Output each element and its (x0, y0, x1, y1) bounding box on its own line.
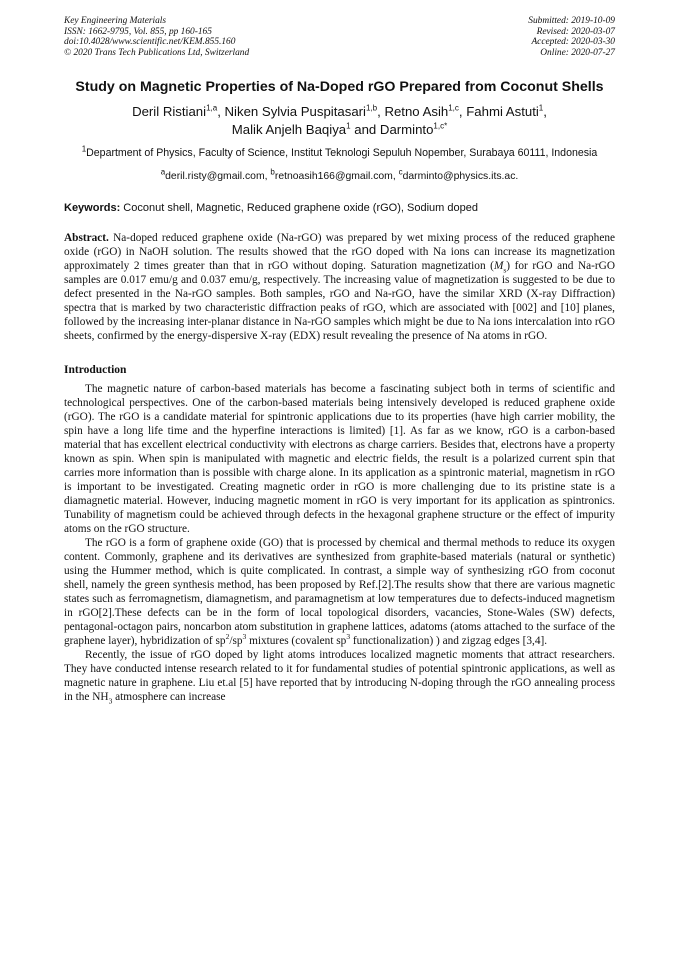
section-heading-introduction: Introduction (64, 364, 127, 377)
superscript: 3 (242, 632, 247, 642)
affiliation-text: Department of Physics, Faculty of Science, Institut Teknologi Sepuluh Nopember, Surabaya 60111, Indonesia (86, 147, 598, 160)
publication-header (64, 16, 615, 58)
email-address: retnoasih166@gmail.com (274, 171, 393, 183)
doi-line: doi:10.4028/www.scientific.net/KEM.855.160 (64, 37, 236, 48)
journal-info (64, 16, 249, 58)
superscript: 2 (225, 632, 230, 642)
paper-page (64, 16, 615, 704)
paragraph-text: The rGO is a form of graphene oxide (GO) that is processed by chemical and thermal methods to reduce its oxygen content. Commonly, graphene and its derivatives are synthesized from graphite-based materials (natural or synthetic) using the Hummer method, which is quite complicated. In contrast, a simple way of synthesizing rGO from coconut shell, namely the green synthesis method, has been proposed by Ref.[2].The results show that there are various magnetic states such as ferromagnetism, diamagnetism, and paramagnetism at low temperatures due to defects-induced magnetism in rGO[2].These defects can be in the form of local topological disorders, vacancies, Stone-Wales (SW) defects, pentagonal-octagon pairs, noncarbon atom substitution in graphene lattices, adatoms (atoms attached to the surface of the graphene layer), hybridization of sp (64, 537, 615, 648)
dates-info (528, 16, 615, 58)
superscript: 3 (346, 632, 351, 642)
author-name: Fahmi Astuti (466, 104, 539, 120)
online-date: Online: 2020-07-27 (540, 47, 615, 58)
author-name: Deril Ristiani (132, 104, 207, 120)
email-mark: b (270, 167, 275, 177)
submitted-date: Submitted: 2019-10-09 (528, 16, 615, 26)
paragraph-text: /sp (229, 635, 243, 648)
email-list (64, 167, 615, 184)
author-name: Retno Asih (384, 104, 449, 120)
issn-line: ISSN: 1662-9795, Vol. 855, pp 160-165 (64, 26, 212, 37)
paragraph-text: atmosphere can increase (112, 691, 226, 704)
author-name: Niken Sylvia Puspitasari (224, 104, 366, 120)
author-affiliation-mark: 1 (538, 103, 544, 113)
email-address: darminto@physics.its.ac. (402, 171, 519, 183)
paragraph: The magnetic nature of carbon-based materials has become a fascinating subject both in terms of scientific and technological perspectives. One of the carbon-based materials being intensively developed is reduced graphene oxide (rGO). The rGO is a candidate material for spintronic applications due to its properties (have high carrier mobility, the spin have a long life time and the hyperfine interactions is limited) [1]. As far as we know, rGO is a carbon-based material that has excellent electrical conductivity with electrons as charge carriers. Besides that, electrons have a property known as spin. When spin is manipulated with magnetic and electric fields, the result is a polarized current spin that carries more information than is possible with charge alone. In its application as a spintronic material, magnetism in rGO is important to be investigated. Creating magnetic order in rGO is more challenging due to its pristine state is a diamagnetic material. However, inducing magnetic moment in rGO is very important for its application as spintronics. Tunability of magnetism could be achieved through defects in the hexagonal graphene structure or the effect of impurity atoms on the rGO structure. (64, 383, 615, 536)
paper-title: Study on Magnetic Properties of Na-Doped rGO Prepared from Coconut Shells (75, 79, 604, 96)
abstract (64, 231, 615, 343)
author-affiliation-mark: 1,c* (433, 121, 448, 131)
paragraph (64, 648, 615, 704)
author-separator: and (350, 122, 380, 138)
abstract-text: ) for rGO and Na-rGO samples are 0.017 emu/g and 0.037 emu/g, respectively. The increasing value of magnetization is suggested to be due to defect presented in the Na-rGO samples. Both samples, rGO and Na-rGO, have the similar XRD (X-ray Diffraction) spectra that is marked by two characteristic diffraction peaks of rGO, which are associated with [002] and [10] planes, followed by the increasing inter-planar distance in Na-rGO samples which might be due to Na ions intercalation into rGO sheets, confirmed by the energy-dispersive X-ray (EDX) result revealing the presence of Na atoms in rGO. (64, 260, 615, 343)
author-name: Darminto (379, 122, 434, 138)
email-address: deril.risty@gmail.com (165, 171, 265, 183)
author-list (64, 103, 615, 139)
paragraph (64, 536, 615, 648)
email-separator: , (264, 171, 271, 183)
author-affiliation-mark: 1,b (366, 103, 378, 113)
saturation-magnetization-symbol: M (493, 260, 504, 273)
paragraph-text: functionalization) ) and zigzag edges [3,4]. (350, 635, 548, 648)
email-mark: a (160, 167, 166, 177)
author-affiliation-mark: 1 (346, 121, 351, 131)
email-separator: , (392, 171, 399, 183)
paragraph-text: Recently, the issue of rGO doped by light atoms introduces localized magnetic moments that attract researchers. They have conducted intense research related to it for fundamental studies of potential spintronic applications, as well as magnetic nature in graphene. Liu et.al [5] have reported that by introducing N-doping through the rGO annealing process in the NH (64, 649, 615, 704)
author-separator: , (217, 104, 225, 120)
author-affiliation-mark: 1,c (448, 103, 459, 113)
author-separator: , (543, 104, 547, 120)
saturation-magnetization-subscript: s (503, 265, 507, 275)
author-separator: , (458, 104, 467, 120)
affiliation (64, 146, 615, 160)
keywords (64, 201, 615, 215)
abstract-text: Na-doped reduced graphene oxide (Na-rGO) was prepared by wet mixing process of the reduced graphene oxide (rGO) in NaOH solution. The results showed that the rGO doped with Na ions can increase its magnetization approximately 2 times greater than that in rGO without doping. Saturation magnetization ( (64, 232, 615, 273)
author-name: Malik Anjelh Baqiya (231, 122, 347, 138)
abstract-label: Abstract. (64, 232, 109, 245)
revised-date: Revised: 2020-03-07 (536, 26, 615, 37)
subscript: 3 (108, 696, 113, 706)
author-separator: , (377, 104, 385, 120)
keywords-label: Keywords: (64, 202, 121, 215)
affiliation-mark: 1 (81, 144, 87, 154)
author-affiliation-mark: 1,a (206, 103, 218, 113)
journal-name: Key Engineering Materials (64, 16, 167, 26)
email-mark: c (398, 167, 403, 177)
accepted-date: Accepted: 2020-03-30 (531, 37, 615, 48)
copyright-line: © 2020 Trans Tech Publications Ltd, Switzerland (64, 47, 250, 58)
paragraph-text: mixtures (covalent sp (246, 635, 347, 648)
keywords-text: Coconut shell, Magnetic, Reduced graphene oxide (rGO), Sodium doped (120, 202, 478, 215)
